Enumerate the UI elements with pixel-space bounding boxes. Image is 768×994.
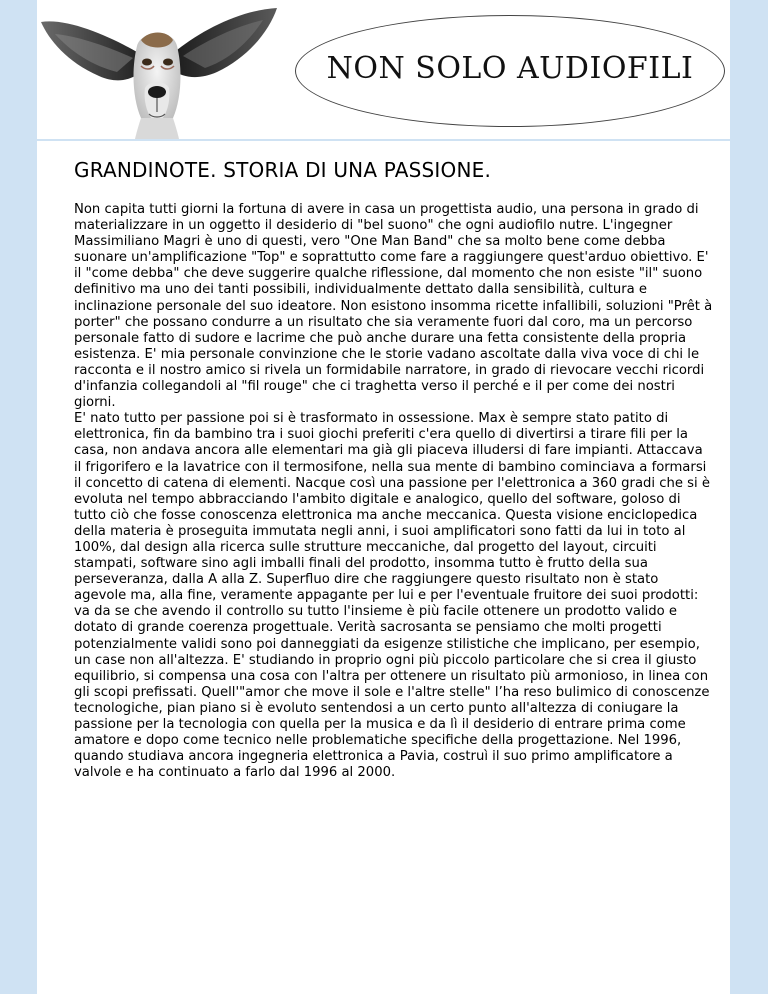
site-title-oval xyxy=(295,15,725,127)
header-banner xyxy=(37,0,730,139)
page xyxy=(37,0,730,994)
basset-dog-ears-icon xyxy=(37,0,287,139)
banner-divider xyxy=(37,139,730,141)
article-paragraph-1: Non capita tutti giorni la fortuna di avere in casa un progettista audio, una persona in grado di materializzare in un oggetto il desiderio di "bel suono" che ogni audiofilo nutre. L'ingegner Massimiliano Magri è uno di questi, vero "One Man Band" che sa molto bene come debba suonare un'amplificazione "Top" e soprattutto come fare a raggiungere quest'arduo obiettivo. E' il "come debba" che deve suggerire qualche riflessione, dal momento che non esiste "il" suono definitivo ma uno dei tanti possibili, individualmente dettato dalla sensibilità, cultura e inclinazione personale del suo ideatore. Non esistono insomma ricette infallibili, soluzioni "Prêt à porter" che possano condurre a un risultato che sia veramente fuori dal coro, ma un percorso personale fatto di sudore e lacrime che può anche durare una fetta consistente della propria esistenza. E' mia personale convinzione che le storie vadano ascoltate dalla viva voce di chi le racconta e il nostro amico si rivela un formidabile narratore, in grado di rievocare vecchi ricordi d'infanzia collegandoli al "fil rouge" che ci traghetta verso il perché e il per come dei nostri giorni. xyxy=(74,202,713,411)
article-body xyxy=(74,202,714,781)
site-title: NON SOLO AUDIOFILI xyxy=(326,50,694,86)
article-paragraph-2: E' nato tutto per passione poi si è trasformato in ossessione. Max è sempre stato patito di elettronica, fin da bambino tra i suoi giochi preferiti c'era quello di divertirsi a tirare fili per la casa, non andava ancora alle elementari ma già gli piaceva illudersi di fare impianti. Attaccava il frigorifero e la lavatrice con il termosifone, nella sua mente di bambino cominciava a formarsi il concetto di catena di elementi. Nacque così una passione per l'elettronica a 360 gradi che si è evoluta nel tempo abbracciando l'ambito digitale e analogico, quello del software, goloso di tutto ciò che fosse conoscenza elettronica ma anche meccanica. Questa visione enciclopedica della materia è proseguita immutata negli anni, i suoi amplificatori sono fatti da lui in toto al 100%, dal design alla ricerca sulle strutture meccaniche, dal progetto del layout, circuiti stampati, software sino agli imballi finali del prodotto, insomma tutto è frutto della sua perseveranza, dalla A alla Z. Superfluo dire che raggiungere questo risultato non è stato agevole ma, alla fine, veramente appagante per lui e per l'eventuale fruitore dei suoi prodotti: va da se che avendo il controllo su tutto l'insieme è più facile ottenere un prodotto valido e dotato di grande coerenza progettuale. Verità sacrosanta se pensiamo che molti progetti potenzialmente validi sono poi danneggiati da esigenze stilistiche che implicano, per esempio, un case non all'altezza. E' studiando in proprio ogni più piccolo particolare che si crea il giusto equilibrio, si compensa una cosa con l'altra per ottenere un risultato più armonioso, in linea con gli scopi prefissati. Quell'"amor che move il sole e l'altre stelle" l’ha reso bulimico di conoscenze tecnologiche, pian piano si è evoluto sentendosi a un certo punto all'altezza di coniugare la passione per la tecnologia con quella per la musica e da lì il desiderio di entrare prima come amatore e dopo come tecnico nelle problematiche specifiche della progettazione. Nel 1996, quando studiava ancora ingegneria elettronica a Pavia, costruì il suo primo amplificatore a valvole e ha continuato a farlo dal 1996 al 2000. xyxy=(74,411,711,781)
article-heading: GRANDINOTE. STORIA DI UNA PASSIONE. xyxy=(74,158,492,182)
